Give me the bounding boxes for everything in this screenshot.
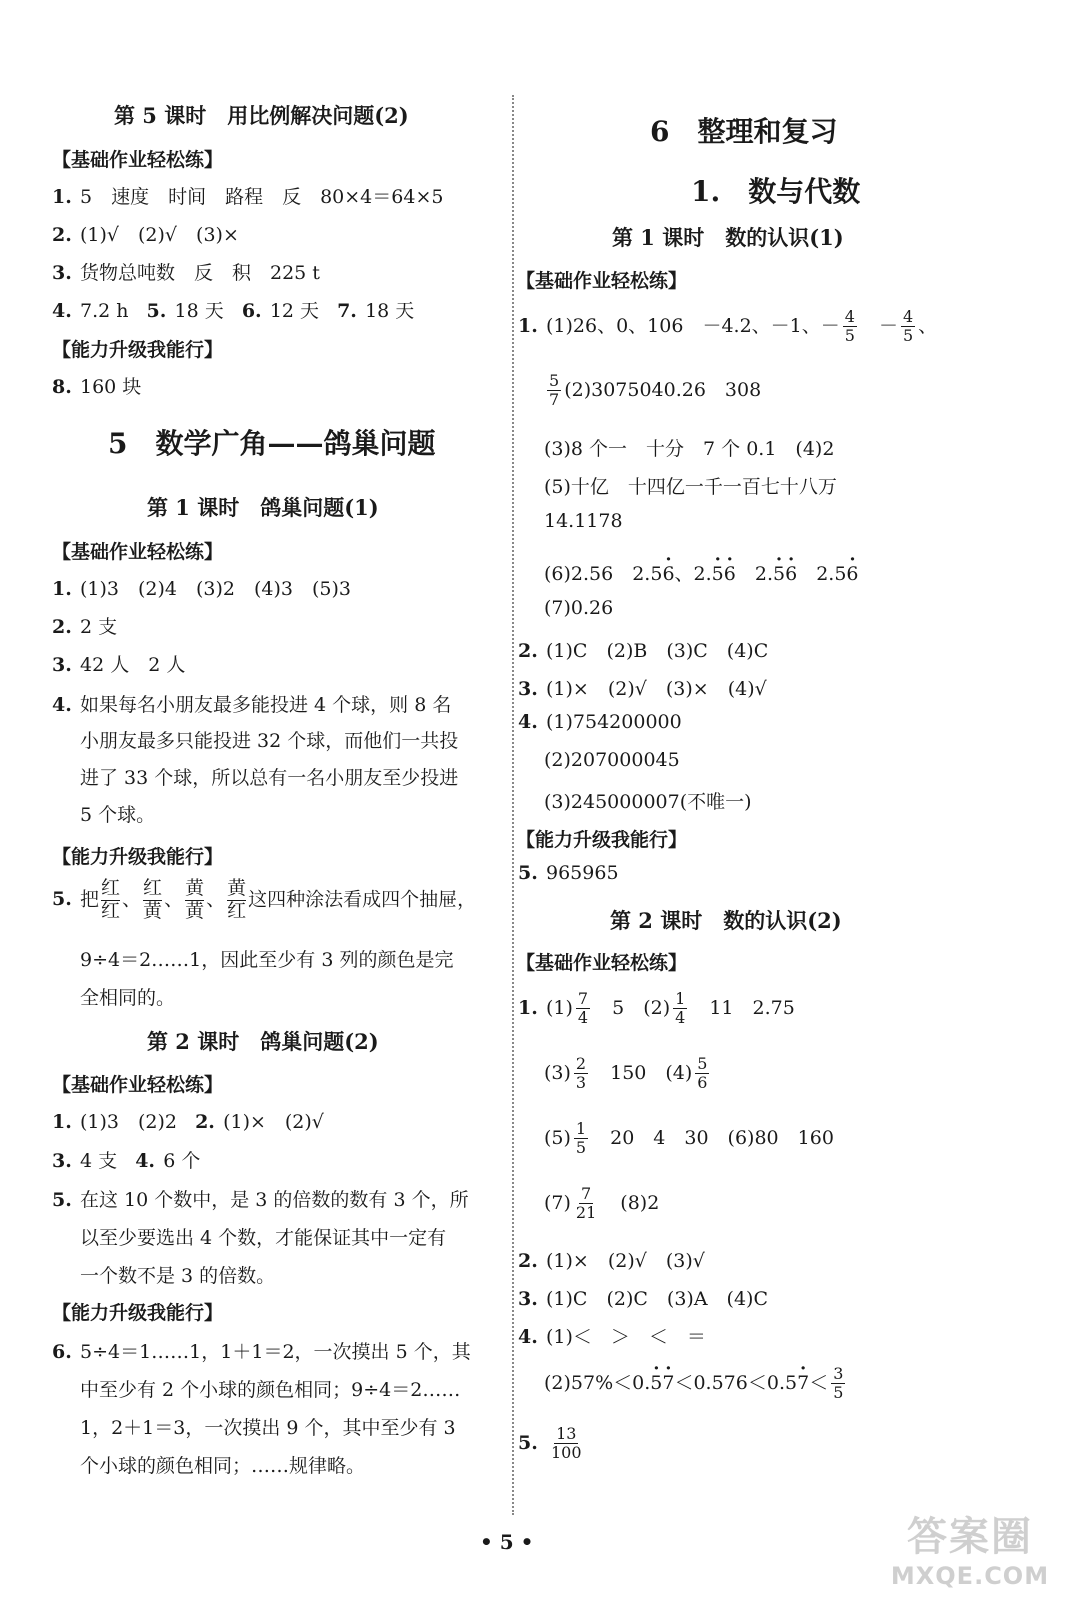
answer-line: (6)2.56 2.5· 6、2.· 5· 6 2.· 5· 6 2.5· 6	[544, 559, 859, 586]
basic-practice-tag: 【基础作业轻松练】	[516, 270, 688, 292]
answer-line: (5) $\frac{1}{5}$ 20 4 30 (6)80 160	[544, 1119, 834, 1158]
answer-line: 5. $\frac{13}{100}$	[518, 1424, 582, 1463]
answer-line: 2. (1)C (2)B (3)C (4)C	[518, 640, 769, 662]
lesson-title: 第 2 课时 数的认识(2)	[610, 908, 842, 933]
answer-line: 1. 5 速度 时间 路程 反 80×4＝64×5	[52, 186, 444, 208]
answer-line: 以至少要选出 4 个数，才能保证其中一定有	[80, 1227, 447, 1249]
answer-line: 个小球的颜色相同；……规律略。	[80, 1455, 366, 1477]
color-pair: 红 黄	[143, 877, 163, 922]
ability-tag: 【能力升级我能行】	[52, 846, 224, 868]
basic-practice-tag: 【基础作业轻松练】	[52, 1074, 224, 1096]
answer-line: 5. 把 红 红 、 红 黄 、 黄 黄 、 黄 红 这四种涂法看成四个抽屉，	[52, 877, 477, 922]
answer-line: 小朋友最多只能投进 32 个球，而他们一共投	[80, 730, 459, 752]
answer-line: 4. 7.2 h 5. 18 天 6. 12 天 7. 18 天	[52, 300, 415, 322]
lesson-title: 第 1 课时 数的认识(1)	[612, 225, 844, 250]
answer-line: 14.1178	[544, 510, 623, 532]
answer-line: 5. 在这 10 个数中，是 3 的倍数的数有 3 个，所	[52, 1189, 469, 1211]
answer-line: 9÷4＝2……1，因此至少有 3 列的颜色是完	[80, 949, 454, 971]
answer-line: 6. 5÷4＝1……1，1＋1＝2，一次摸出 5 个，其	[52, 1341, 471, 1363]
answer-line: (2)207000045	[544, 749, 680, 771]
chapter-title: 6 整理和复习	[650, 115, 838, 148]
answer-line: 一个数不是 3 的倍数。	[80, 1265, 276, 1287]
basic-practice-tag: 【基础作业轻松练】	[52, 541, 224, 563]
column-divider	[512, 95, 514, 1515]
answer-line: (7)0.26	[544, 597, 614, 619]
watermark-logo	[880, 1505, 1060, 1595]
ability-tag: 【能力升级我能行】	[52, 339, 224, 361]
ability-tag: 【能力升级我能行】	[52, 1302, 224, 1324]
answer-line: 8. 160 块	[52, 376, 142, 398]
answer-line: 2. 2 支	[52, 616, 118, 638]
answer-line: 3. 货物总吨数 反 积 225 t	[52, 262, 320, 284]
answer-line: 1. (1)3 (2)2 2. (1)× (2)√	[52, 1111, 324, 1133]
answer-line: 4. (1)＜ ＞ ＜ ＝	[518, 1326, 706, 1348]
answer-line: 3. 42 人 2 人	[52, 654, 186, 676]
answer-line: (2)57%＜0.· 5· 7＜0.576＜0.5· 7＜ $\frac{3}{5}$	[544, 1365, 848, 1403]
answer-line: 3. (1)C (2)C (3)A (4)C	[518, 1288, 768, 1310]
basic-practice-tag: 【基础作业轻松练】	[52, 149, 224, 171]
answer-line: 5 个球。	[80, 804, 156, 826]
answer-line: (3)245000007(不唯一)	[544, 791, 752, 813]
color-pair: 黄 黄	[185, 877, 205, 922]
answer-line: 2. (1)× (2)√ (3)√	[518, 1250, 705, 1272]
answer-line: $\frac{5}{7}$ (2)3075040.26 308	[549, 371, 762, 410]
answer-line: 1. (1)3 (2)4 (3)2 (4)3 (5)3	[52, 578, 352, 600]
answer-line: 4. (1)754200000	[518, 711, 682, 733]
answer-line: 1. (1)26、0、106 －4.2、－1、－ $\frac{4}{5}$ － $\frac{4}{5}$ 、	[518, 307, 938, 346]
answer-line: 3. 4 支 4. 6 个	[52, 1150, 201, 1172]
watermark-url: MXQE.COM	[890, 1562, 1050, 1590]
color-pair: 黄 红	[227, 877, 247, 922]
watermark-text: 答案圈	[907, 1514, 1033, 1560]
basic-practice-tag: 【基础作业轻松练】	[516, 952, 688, 974]
answer-line: (7) $\frac{7}{21}$ (8)2	[544, 1184, 660, 1223]
answer-line: (3) $\frac{2}{3}$ 150 (4) $\frac{5}{6}$	[544, 1054, 708, 1093]
lesson-title: 第 2 课时 鸽巢问题(2)	[147, 1029, 379, 1054]
answer-line: 中至少有 2 个小球的颜色相同；9÷4＝2……	[80, 1379, 461, 1401]
answer-line: 2. (1)√ (2)√ (3)×	[52, 224, 239, 246]
answer-line: 4. 如果每名小朋友最多能投进 4 个球，则 8 名	[52, 694, 452, 716]
lesson-title: 第 5 课时 用比例解决问题(2)	[114, 103, 409, 128]
answer-line: (3)8 个一 十分 7 个 0.1 (4)2	[544, 438, 835, 460]
answer-line: 1，2＋1＝3，一次摸出 9 个，其中至少有 3	[80, 1417, 456, 1439]
ability-tag: 【能力升级我能行】	[516, 829, 688, 851]
lesson-title: 第 1 课时 鸽巢问题(1)	[147, 495, 379, 520]
answer-line: 1. (1) $\frac{7}{4}$ 5 (2) $\frac{1}{4}$ 11 2.75	[518, 989, 795, 1028]
chapter-title: 5 数学广角——鸽巢问题	[108, 427, 436, 460]
answer-line: 5. 965965	[518, 862, 619, 884]
answer-line: 全相同的。	[80, 987, 176, 1009]
answer-line: (5)十亿 十四亿一千一百七十八万	[544, 476, 837, 498]
answer-line: 3. (1)× (2)√ (3)× (4)√	[518, 678, 767, 700]
color-pair: 红 红	[101, 877, 121, 922]
section-title: 1. 数与代数	[691, 175, 861, 208]
answer-line: 进了 33 个球，所以总有一名小朋友至少投进	[80, 767, 459, 789]
page-number: • 5 •	[480, 1530, 534, 1554]
